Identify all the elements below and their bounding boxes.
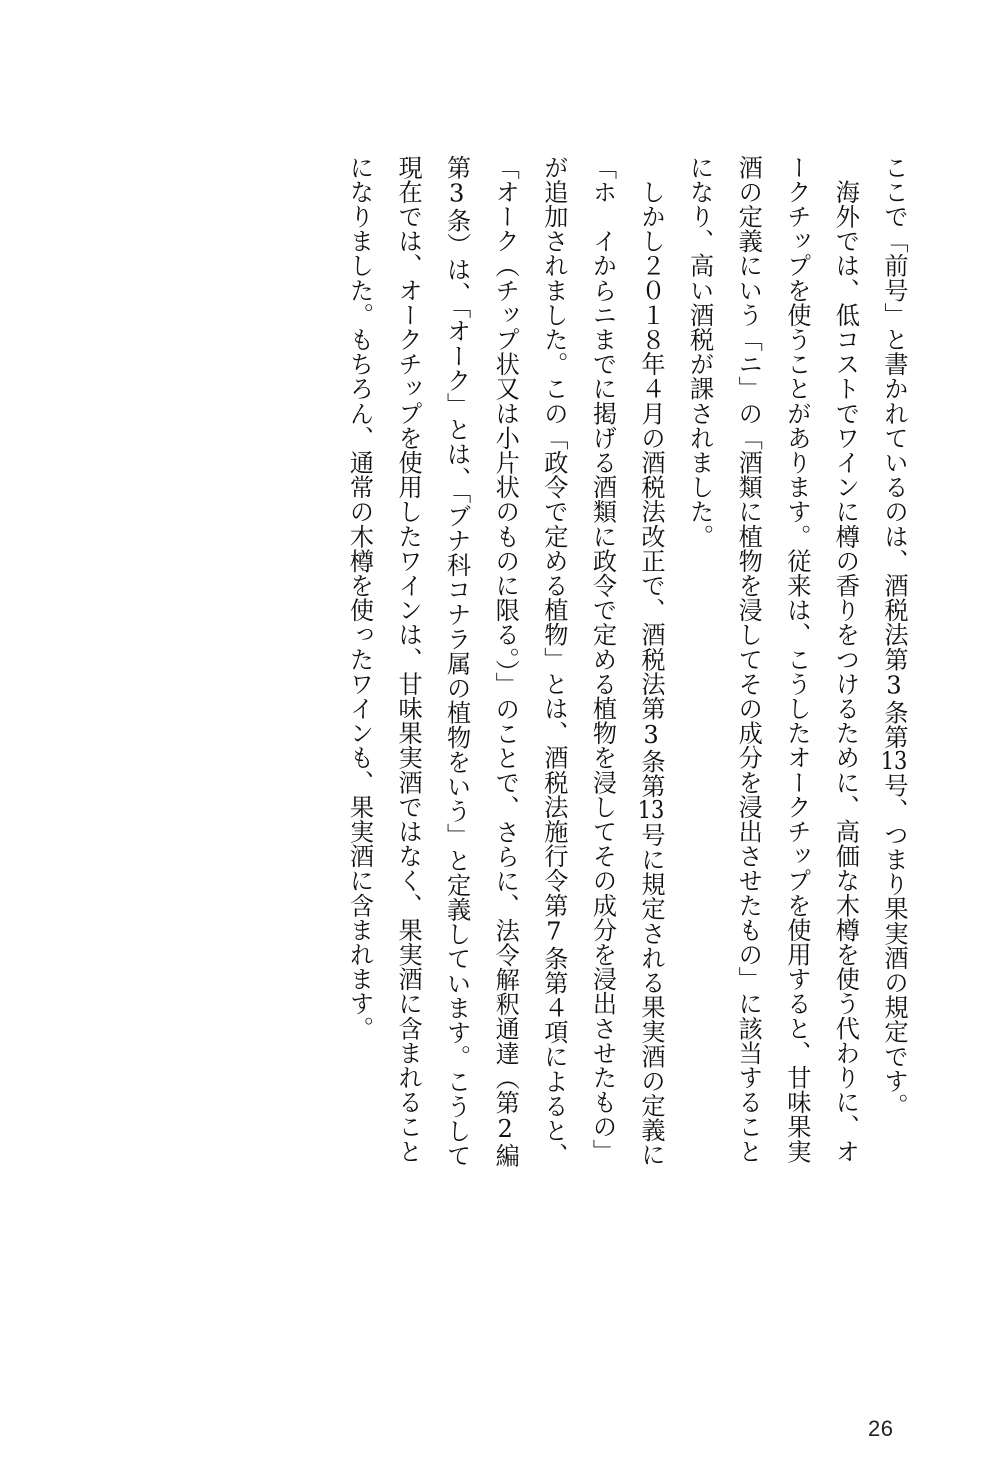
paragraph-1-text-a: ここで「前号」と書かれているのは、酒税法第3条第 (880, 155, 908, 750)
paragraph-1-number: 13 (880, 749, 908, 774)
paragraph-3-number: 13 (637, 798, 665, 823)
page-number: 26 (868, 1416, 894, 1441)
vertical-body-text (335, 155, 918, 1175)
paragraph-1-text-b: 号、つまり果実酒の規定です。 (880, 773, 908, 1118)
paragraph-3-text-b: 号に規定される果実酒の定義に「ホ イからニまでに掲げる酒類に政令で定める植物を浸してその成分を浸出させたもの」が追加されました。この「政令で定める植物」とは、酒税法施行令第7条第４項によると、「オーク（チップ状又は小片状のものに限る。）」のことで、さらに、法令解釈通達（第2編第3条）は、「オーク」とは、「ブナ科コナラ属の植物をいう」と定義しています。こうして現在では、オークチップを使用したワインは、甘味果実酒ではなく、果実酒に含まれることになりました。もちろん、通常の木樽を使ったワインも、果実酒に含まれます。 (345, 155, 666, 1168)
paragraph-3 (335, 155, 675, 1175)
paragraph-3-text-a: しかし２０１８年４月の酒税法改正で、酒税法第3条第 (637, 155, 666, 799)
paragraph-2 (675, 155, 869, 1175)
paragraph-1 (869, 155, 918, 1175)
paragraph-2-text: 海外では、低コストでワインに樽の香りをつけるために、高価な木樽を使う代わりに、オークチップを使うことがあります。従来は、こうしたオークチップを使用すると、甘味果実酒の定義にいう「ニ」の「酒類に植物を浸してその成分を浸出させたもの」に該当することになり、高い酒税が課されました。 (685, 155, 860, 1164)
